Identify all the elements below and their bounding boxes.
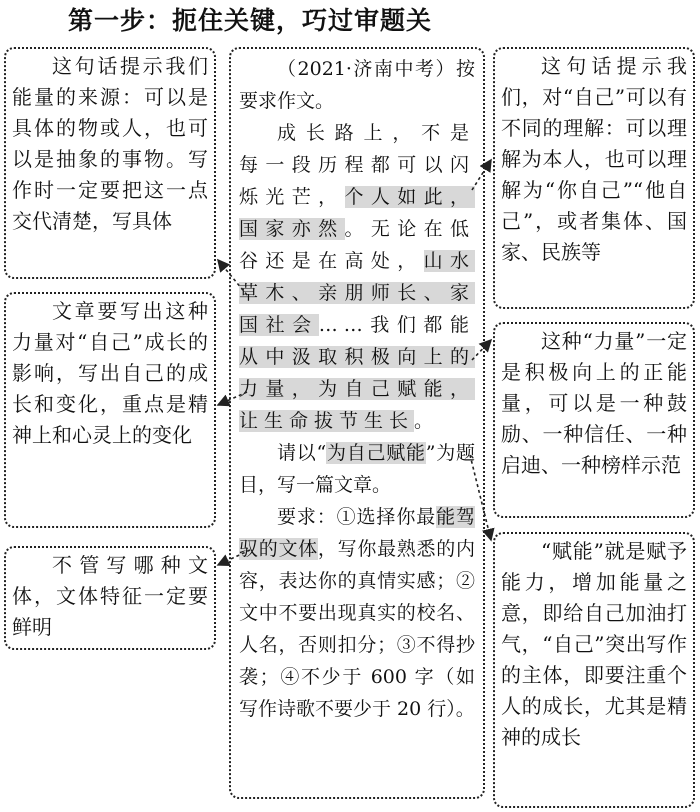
annotation-empower-meaning [493, 532, 695, 808]
annotation-genre [4, 546, 216, 650]
highlight-phrase: 从中汲取积极向上的力量，为自己赋能，让生命拔节生长 [239, 346, 475, 432]
highlight-phrase: 为自己赋能 [326, 442, 426, 464]
annotation-text: 这种“力量”一定是积极向上的正能量，可以是一种鼓励、一种信任、一种启迪、一种榜样示范 [501, 329, 687, 477]
annotation-text: 不管写哪种文体，文体特征一定要鲜明 [12, 553, 208, 639]
annotation-text: 这句话提示我们，对“自己”可以有不同的理解：可以理解为本人，也可以理解为“你自己”“他自己”，或者集体、国家、民族等 [501, 54, 687, 264]
annotation-growth-impact [4, 292, 216, 528]
annotation-text: 这句话提示我们能量的来源：可以是具体的物或人，也可以是抽象的事物。写作时一定要把这一点交代清楚，写具体 [12, 54, 208, 233]
annotation-text: “赋能”就是赋予能力，增加能量之意，即给自己加油打气，“自己”突出写作的主体，即要注重个人的成长，尤其是精神的成长 [501, 539, 687, 749]
highlight-phrase: 山水草木、亲朋师长、家国社会 [239, 250, 475, 336]
highlight-phrase: 能驾驭的文体 [239, 506, 475, 560]
prompt-task: 请以“为自己赋能”为题目，写一篇文章。 [239, 442, 475, 496]
highlight-phrase: 个人如此，国家亦然 [239, 186, 475, 240]
annotation-text: 文章要写出这种力量对“自己”成长的影响，写出自己的成长和变化，重点是精神上和心灵上的变化 [12, 299, 208, 447]
annotation-energy-source [4, 47, 216, 279]
annotation-self-meaning [493, 47, 695, 309]
essay-prompt [229, 47, 485, 799]
prompt-paragraph: 成长路上，不是每一段历程都可以闪烁光芒，个人如此，国家亦然。无论在低谷还是在高处，山水草木、亲朋师长、家国社会……我们都能从中汲取积极向上的力量，为自己赋能，让生命拔节生长。 [239, 122, 475, 432]
prompt-source: （2021·济南中考）按要求作文。 [239, 58, 475, 112]
annotation-positive-power [493, 322, 695, 518]
page-title: 第一步：扼住关键，巧过审题关 [68, 6, 433, 35]
prompt-requirements: 要求：①选择你最能驾驭的文体，写你最熟悉的内容，表达你的真情实感；②文中不要出现真实的校名、人名，否则扣分；③不得抄袭；④不少于 600 字（如写作诗歌不要少于 20 行）。 [239, 506, 475, 720]
